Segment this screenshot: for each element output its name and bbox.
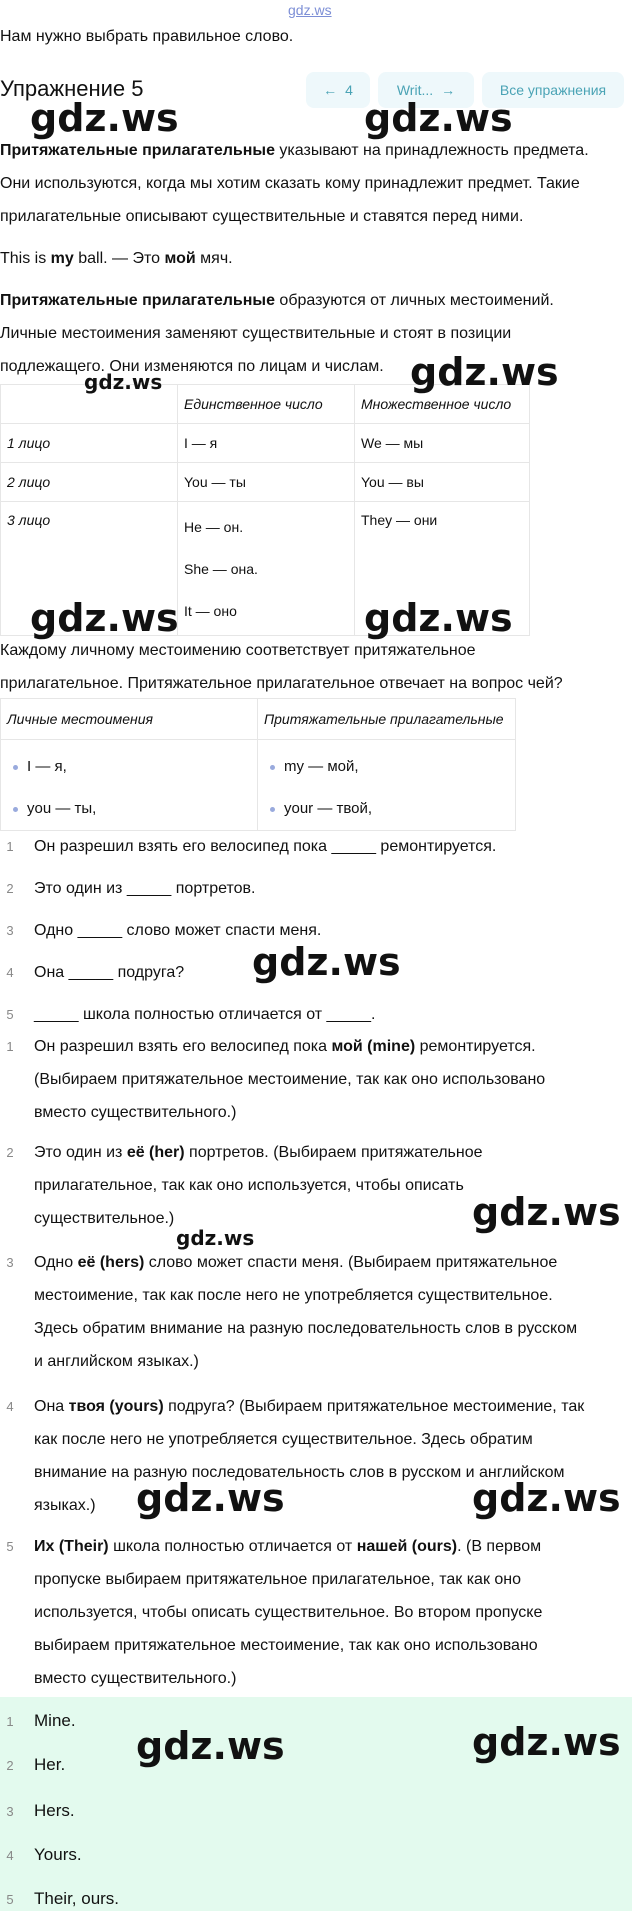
explanation-item [0, 1246, 615, 1378]
prev-exercise-button[interactable] [306, 72, 370, 108]
item-number: 3 [6, 923, 14, 938]
question-item [0, 830, 615, 863]
explanation-text: и английском языках.) [34, 1353, 199, 1370]
watermark: gdz.ws [136, 1724, 285, 1768]
item-number: 3 [6, 1804, 14, 1819]
list-item: I — я, [7, 746, 251, 788]
item-number: 1 [6, 1714, 14, 1729]
explanation-text: Она [34, 1398, 69, 1415]
watermark: gdz.ws [472, 1190, 621, 1234]
term-bold: Притяжательные прилагательные [0, 142, 275, 159]
all-exercises-label: Все упражнения [499, 82, 607, 98]
cell-line: It — оно [184, 603, 237, 619]
watermark: gdz.ws [30, 96, 179, 140]
possessives-table [0, 698, 516, 831]
answer-bold: Их (Their) [34, 1538, 109, 1555]
explanation-text: выбираем притяжательное местоимение, так как оно использовано [34, 1637, 538, 1654]
question-text: Он разрешил взять его велосипед пока _____ ремонтируется. [34, 838, 497, 855]
question-text: _____ школа полностью отличается от _____. [34, 1006, 376, 1023]
explanation-text: подруга? (Выбираем притяжательное местоимение, так [163, 1398, 585, 1415]
answer-text: Yours. [34, 1845, 82, 1864]
answer-text: Her. [34, 1755, 66, 1774]
table-row-label: 2 лицо [1, 463, 178, 502]
answer-item [0, 1845, 82, 1865]
item-number: 1 [6, 1039, 14, 1054]
item-number: 1 [6, 839, 14, 854]
explanation-text: портретов. (Выбираем притяжательное [184, 1144, 483, 1161]
answer-text: Hers. [34, 1801, 75, 1820]
arrow-left-icon: ← [323, 82, 338, 98]
watermark: gdz.ws [472, 1720, 621, 1764]
explanation-text: внимание на разную последовательность слов в русском и английском [34, 1464, 565, 1481]
answer-item [0, 1801, 75, 1821]
table-cell: We — мы [355, 424, 530, 463]
explanation-text: . (В первом [457, 1538, 542, 1555]
watermark: gdz.ws [364, 596, 513, 640]
table-header: Личные местоимения [1, 699, 258, 740]
example-bold: мой [164, 250, 196, 267]
theory-text: образуются от личных местоимений. [274, 292, 554, 309]
example-text: This is [0, 250, 51, 267]
watermark: gdz.ws [364, 96, 513, 140]
table-cell [1, 740, 258, 831]
explanation-text: школа полностью отличается от [108, 1538, 357, 1555]
explanation-item [0, 1530, 615, 1695]
answer-text: Their, ours. [34, 1889, 120, 1908]
explanation-text: пропуске выбираем притяжательное прилагательное, так как оно [34, 1571, 522, 1588]
question-text: Одно _____ слово может спасти меня. [34, 922, 322, 939]
table-row-label: 3 лицо [1, 502, 178, 636]
cell-line: She — она. [184, 561, 258, 577]
answer-item [0, 1755, 65, 1775]
page-title: Упражнение 5 [0, 76, 144, 101]
answer-bold: мой (mine) [331, 1038, 416, 1055]
example-text: мяч. [195, 250, 233, 267]
explanation-text: существительное.) [34, 1210, 175, 1227]
theory-text: Каждому личному местоимению соответствует притяжательное [0, 642, 476, 659]
watermark: gdz.ws [472, 1476, 621, 1520]
next-exercise-label: Writ... [396, 82, 434, 98]
list-item: my — мой, [264, 746, 509, 788]
table-cell: They — они [355, 502, 530, 636]
question-item [0, 998, 615, 1031]
explanation-text: прилагательное, так как оно используется, чтобы описать [34, 1177, 464, 1194]
table-cell: I — я [178, 424, 355, 463]
explanation-item [0, 1030, 615, 1129]
item-number: 2 [6, 1758, 14, 1773]
explanation-text: как после него не употребляется существительное. Здесь обратим [34, 1431, 533, 1448]
item-number: 4 [6, 1848, 14, 1863]
theory-text: указывают на принадлежность предмета. [274, 142, 589, 159]
explanation-text: вместо существительного.) [34, 1670, 237, 1687]
item-number: 4 [6, 1399, 14, 1414]
cell-line: He — он. [184, 519, 244, 535]
watermark: gdz.ws [252, 940, 401, 984]
theory-text: подлежащего. Они изменяются по лицам и числам. [0, 358, 384, 375]
theory-paragraph-1 [0, 134, 620, 233]
table-cell [258, 740, 516, 831]
explanation-text: Это один из [34, 1144, 127, 1161]
table-cell: You — вы [355, 463, 530, 502]
item-number: 2 [6, 881, 14, 896]
explanation-text: Он разрешил взять его велосипед пока [34, 1038, 332, 1055]
item-number: 5 [6, 1539, 14, 1554]
watermark: gdz.ws [410, 350, 559, 394]
item-number: 3 [6, 1255, 14, 1270]
watermark: gdz.ws [136, 1476, 285, 1520]
theory-paragraph-3 [0, 634, 620, 700]
item-number: 2 [6, 1145, 14, 1160]
answer-item [0, 1711, 76, 1731]
item-number: 5 [6, 1007, 14, 1022]
question-text: Она _____ подруга? [34, 964, 185, 981]
example-text: ball. — Это [73, 250, 165, 267]
explanation-text: вместо существительного.) [34, 1104, 237, 1121]
site-logo-link[interactable]: gdz.ws [288, 2, 332, 18]
answer-bold: её (hers) [77, 1254, 145, 1271]
theory-text: Личные местоимения заменяют существительные и стоят в позиции [0, 325, 512, 342]
table-cell: You — ты [178, 463, 355, 502]
example-bold: my [50, 250, 74, 267]
explanation-text: ремонтируется. [415, 1038, 536, 1055]
question-item [0, 872, 615, 905]
list-item: your — твой, [264, 788, 509, 830]
question-text: Это один из _____ портретов. [34, 880, 256, 897]
list-item: you — ты, [7, 788, 251, 830]
theory-text: Они используются, когда мы хотим сказать кому принадлежит предмет. Такие [0, 175, 580, 192]
answer-bold: твоя (yours) [68, 1398, 164, 1415]
term-bold: Притяжательные прилагательные [0, 292, 275, 309]
answer-item [0, 1889, 119, 1909]
table-header: Притяжательные прилагательные [258, 699, 516, 740]
item-number: 5 [6, 1892, 14, 1907]
watermark: gdz.ws [176, 1226, 255, 1250]
watermark: gdz.ws [30, 596, 179, 640]
explanation-text: слово может спасти меня. (Выбираем притяжательное [144, 1254, 558, 1271]
answer-text: Mine. [34, 1711, 76, 1730]
arrow-right-icon: → [441, 82, 456, 98]
explanation-text: Здесь обратим внимание на разную последовательность слов в русском [34, 1320, 578, 1337]
theory-text: прилагательное. Притяжательное прилагательное отвечает на вопрос чей? [0, 675, 563, 692]
explanation-text: Одно [34, 1254, 78, 1271]
explanation-text: используется, чтобы описать существительное. Во втором пропуске [34, 1604, 543, 1621]
table-header: Единственное число [178, 385, 355, 424]
explanation-text: местоимение, так как после него не употребляется существительное. [34, 1287, 553, 1304]
table-cell [178, 502, 355, 636]
prev-exercise-label: 4 [345, 82, 353, 98]
intro-text: Нам нужно выбрать правильное слово. [0, 28, 294, 45]
table-header: Множественное число [355, 385, 530, 424]
theory-example [0, 242, 620, 275]
explanation-text: языках.) [34, 1497, 96, 1514]
explanation-text: (Выбираем притяжательное местоимение, так как оно использовано [34, 1071, 546, 1088]
item-number: 4 [6, 965, 14, 980]
theory-text: прилагательные описывают существительные и ставятся перед ними. [0, 208, 524, 225]
answer-bold: нашей (ours) [356, 1538, 458, 1555]
answer-bold: её (her) [126, 1144, 185, 1161]
watermark: gdz.ws [84, 370, 163, 394]
table-row-label: 1 лицо [1, 424, 178, 463]
